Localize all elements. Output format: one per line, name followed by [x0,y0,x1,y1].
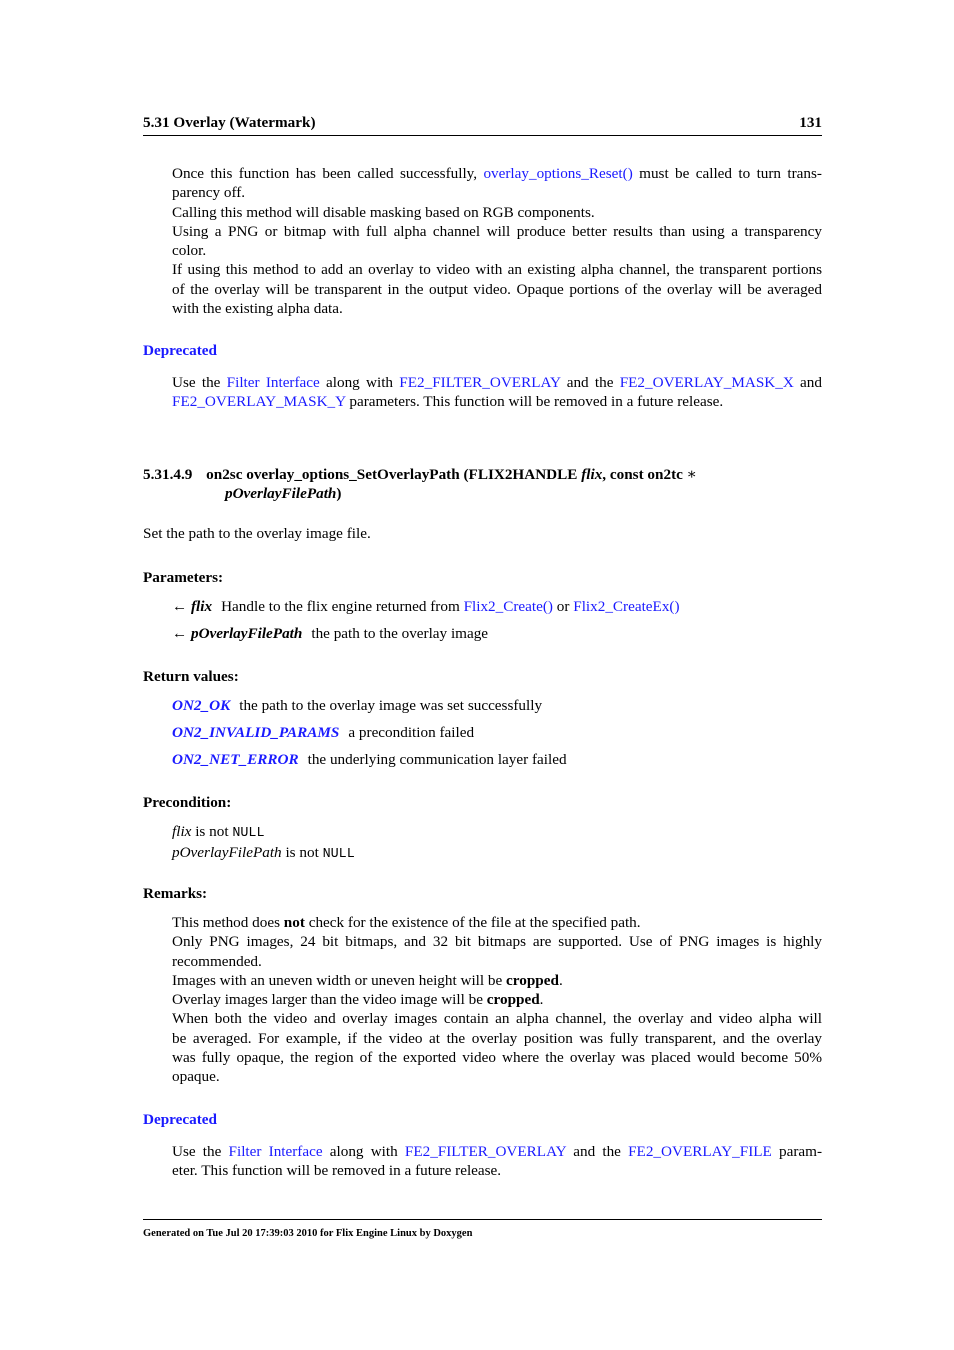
fe2-overlay-mask-x-link[interactable]: FE2_OVERLAY_MASK_X [619,374,794,391]
param-poverlayfilepath: ← pOverlayFilePath the path to the overlay image [172,625,489,642]
filter-interface-link[interactable]: Filter Interface [226,374,320,391]
fe2-overlay-mask-y-link[interactable]: FE2_OVERLAY_MASK_Y [172,393,346,411]
return-values-heading: Return values: [143,668,239,685]
page-number: 131 [799,114,822,131]
on2-ok-link[interactable]: ON2_OK [172,697,231,714]
remarks-text: This method does not check for the existence of the file at the specified path. Only PNG images, 24 bit bitmaps, and 32 bit bitmaps are supported. Use of PNG images is highly recommended. Images with an uneven width or uneven height will be cropped. Overlay images larger than the video image will be cropped. When both the video and overlay images contain an alpha channel, the overlay and video alpha will be averaged. For example, if the video at the overlay position was fully transparent, and the overlay was fully opaque, the region of the exported video where the overlay was placed would become 50% opaque. [172,914,822,1086]
fe2-overlay-file-link[interactable]: FE2_OVERLAY_FILE [628,1143,772,1160]
fe2-filter-overlay-link[interactable]: FE2_FILTER_OVERLAY [399,374,561,391]
retval-on2-ok: ON2_OK the path to the overlay image was set successfully [172,697,543,714]
in-arrow-icon: ← [172,625,188,642]
precondition-text: flix is not NULL pOverlayFilePath is not NULL [172,823,355,863]
deprecated-text-1: Use the Filter Interface along with FE2_FILTER_OVERLAY and the FE2_OVERLAY_MASK_X and FE2_OVERLAY_MASK_Y parameters. This function will be removed in a future release. [172,374,822,411]
deprecated-heading-2[interactable]: Deprecated [143,1111,217,1128]
retval-invalid-params: ON2_INVALID_PARAMS a precondition failed [172,724,475,741]
footer-rule [143,1219,822,1220]
header-section-title: 5.31 Overlay (Watermark) [143,114,316,131]
fe2-filter-overlay-link[interactable]: FE2_FILTER_OVERLAY [404,1143,567,1160]
param-flix: ← flix Handle to the flix engine returned from Flix2_Create() or Flix2_CreateEx() [172,598,680,615]
filter-interface-link[interactable]: Filter Interface [228,1143,323,1160]
overlay-options-reset-link[interactable]: overlay_options_Reset() [483,165,633,182]
on2-net-error-link[interactable]: ON2_NET_ERROR [172,751,299,768]
remarks-heading: Remarks: [143,885,208,902]
deprecated-text-2: Use the Filter Interface along with FE2_FILTER_OVERLAY and the FE2_OVERLAY_FILE param- eter. This function will be removed in a future release. [172,1143,823,1180]
intro-text: Once this function has been called successfully, overlay_options_Reset() must be called to turn trans- parency off. Calling this method will disable masking based on RGB components. Using a PNG or bitmap with full alpha channel will produce better results than using a transparency color. If using this method to add an overlay to video with an existing alpha channel, the transparent portions of the overlay will be transparent in the output video. Opaque portions of the overlay will be averaged with the existing alpha data. [172,165,822,318]
function-heading: 5.31.4.9 on2sc overlay_options_SetOverlayPath (FLIX2HANDLE flix, const on2tc ∗ pOverlayFilePath) [143,466,697,503]
function-brief: Set the path to the overlay image file. [143,525,371,542]
retval-net-error: ON2_NET_ERROR the underlying communication layer failed [172,751,567,768]
parameters-heading: Parameters: [143,569,224,586]
deprecated-heading-1[interactable]: Deprecated [143,342,217,359]
header-rule [143,135,822,136]
precondition-heading: Precondition: [143,794,232,811]
running-header [143,113,822,132]
flix2-create-link[interactable]: Flix2_Create() [463,598,553,615]
function-number: 5.31.4.9 [143,466,193,483]
in-arrow-icon: ← [172,598,188,615]
on2-invalid-params-link[interactable]: ON2_INVALID_PARAMS [172,724,340,741]
flix2-createex-link[interactable]: Flix2_CreateEx() [573,598,680,615]
footer-text: Generated on Tue Jul 20 17:39:03 2010 for Flix Engine Linux by Doxygen [143,1228,473,1239]
